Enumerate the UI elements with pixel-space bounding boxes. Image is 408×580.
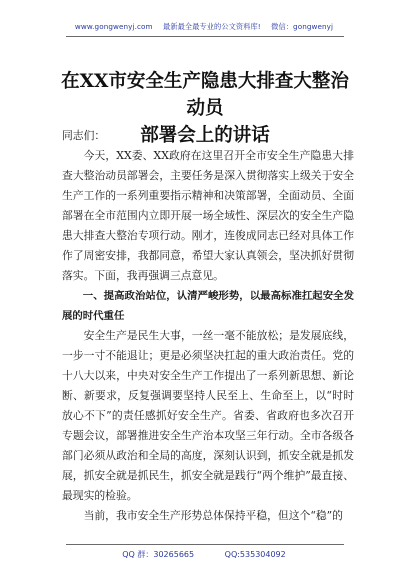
page-footer [0,549,408,560]
salutation: 同志们： [62,129,106,142]
page-header [0,22,408,32]
header-slogan: 最新最全最专业的公文资料库! [163,22,261,31]
footer-divider [66,544,344,545]
paragraph-3: 当前，我市安全生产形势总体保持平稳，但这个“稳”的 [83,509,343,522]
header-divider [66,36,344,37]
paragraph-2: 安全生产是民生大事，一丝一毫不能放松；是发展底线，一步一寸不能退让；更是必须坚决扛起的重大政治责任。党的十八大以来，中央对安全生产工作提出了一系列新思想、新论断、新要求，反复强调要坚持人民至上、生命至上，以“时时放心不下”的责任感抓好安全生产。省委、省政府也多次召开专题会议，部署推进安全生产治本攻坚三年行动。全市各级各部门必须从政治和全局的高度，深刻认识到，抓安全就是抓发展，抓安全就是抓民生，抓安全就是践行“两个维护”最直接、最现实的检验。 [62,329,354,502]
paragraph-1: 今天，XX委、XX政府在这里召开全市安全生产隐患大排查大整治动员部署会，主要任务是深入贯彻落实上级关于安全生产工作的一系列重要指示精神和决策部署，全面动员、全面部署在全市范围内立即开展一场全域性、深层次的安全生产隐患大排查大整治专项行动。刚才，连俊成同志已经对具体工作作了周密安排，我都同意，希望大家认真领会，坚决抓好贯彻落实。下面，我再强调三点意见。 [62,149,354,282]
footer-qq-group: QQ 群：30265665 [122,550,195,559]
title-line-1: 在XX市安全生产隐患大排查大整治动员 [61,71,349,119]
footer-qq: QQ:535304092 [224,550,286,559]
header-wechat: 微信：gongwenyj [271,22,334,31]
section-heading-1: 一、提高政治站位，认清严峻形势，以最高标准扛起安全发展的时代重任 [62,290,354,322]
header-site-link[interactable]: www.gongwenyj.com [74,22,153,31]
document-body [62,126,354,526]
title-line-2: 部署会上的讲话 [140,125,270,146]
